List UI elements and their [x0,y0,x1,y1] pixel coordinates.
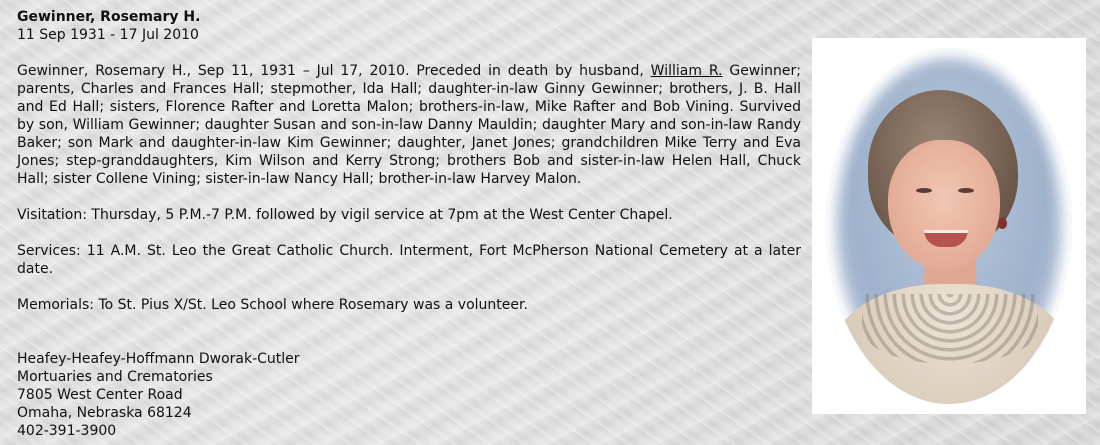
services-info: Services: 11 A.M. St. Leo the Great Catholic Church. Interment, Fort McPherson National Cemetery at a later date. [17,243,801,277]
memorials-info: Memorials: To St. Pius X/St. Leo School where Rosemary was a volunteer. [17,297,528,313]
husband-link[interactable]: William R. [650,63,723,79]
obituary-body-start: Gewinner, Rosemary H., Sep 11, 1931 – Jul 17, 2010. Preceded in death by husband, [17,63,651,79]
portrait-left-eye [916,188,932,193]
funeral-home-phone: 402-391-3900 [17,423,117,439]
portrait-sweater-pattern [862,294,1038,364]
portrait-photo [826,48,1072,404]
portrait-face [888,140,1000,270]
funeral-home-name: Heafey-Heafey-Hoffmann Dworak-Cutler [17,351,300,367]
visitation-info: Visitation: Thursday, 5 P.M.-7 P.M. followed by vigil service at 7pm at the West Center Chapel. [17,207,673,223]
funeral-home-city: Omaha, Nebraska 68124 [17,405,192,421]
deceased-name: Gewinner, Rosemary H. [17,9,201,25]
photo-frame [812,38,1086,414]
spacer [17,332,801,350]
funeral-home-street: 7805 West Center Road [17,387,183,403]
obituary-content [17,8,801,440]
funeral-home-address [17,350,801,440]
obituary-body [17,62,801,188]
portrait-right-eye [958,188,974,193]
portrait-earring [998,218,1007,229]
obituary-body-rest: Gewinner; parents, Charles and Frances Hall; stepmother, Ida Hall; daughter-in-law Ginny Gewinner; brothers, J. B. Hall and Ed Hall; sisters, Florence Rafter and Loretta Malon; brothers-in-law, Mike Rafter and Bob Vining. Survived by son, William Gewinner; daughter Susan and son-in-law Danny Mauldin; daughter Mary and son-in-law Randy Baker; son Mark and daughter-in-law Kim Gewinner; daughter, Janet Jones; grandchildren Mike Terry and Eva Jones; step-granddaughters, Kim Wilson and Kerry Strong; brothers Bob and sister-in-law Helen Hall, Chuck Hall; sister Collene Vining; sister-in-law Nancy Hall; brother-in-law Harvey Malon. [17,63,801,187]
funeral-home-subtitle: Mortuaries and Crematories [17,369,213,385]
life-dates: 11 Sep 1931 - 17 Jul 2010 [17,27,199,43]
